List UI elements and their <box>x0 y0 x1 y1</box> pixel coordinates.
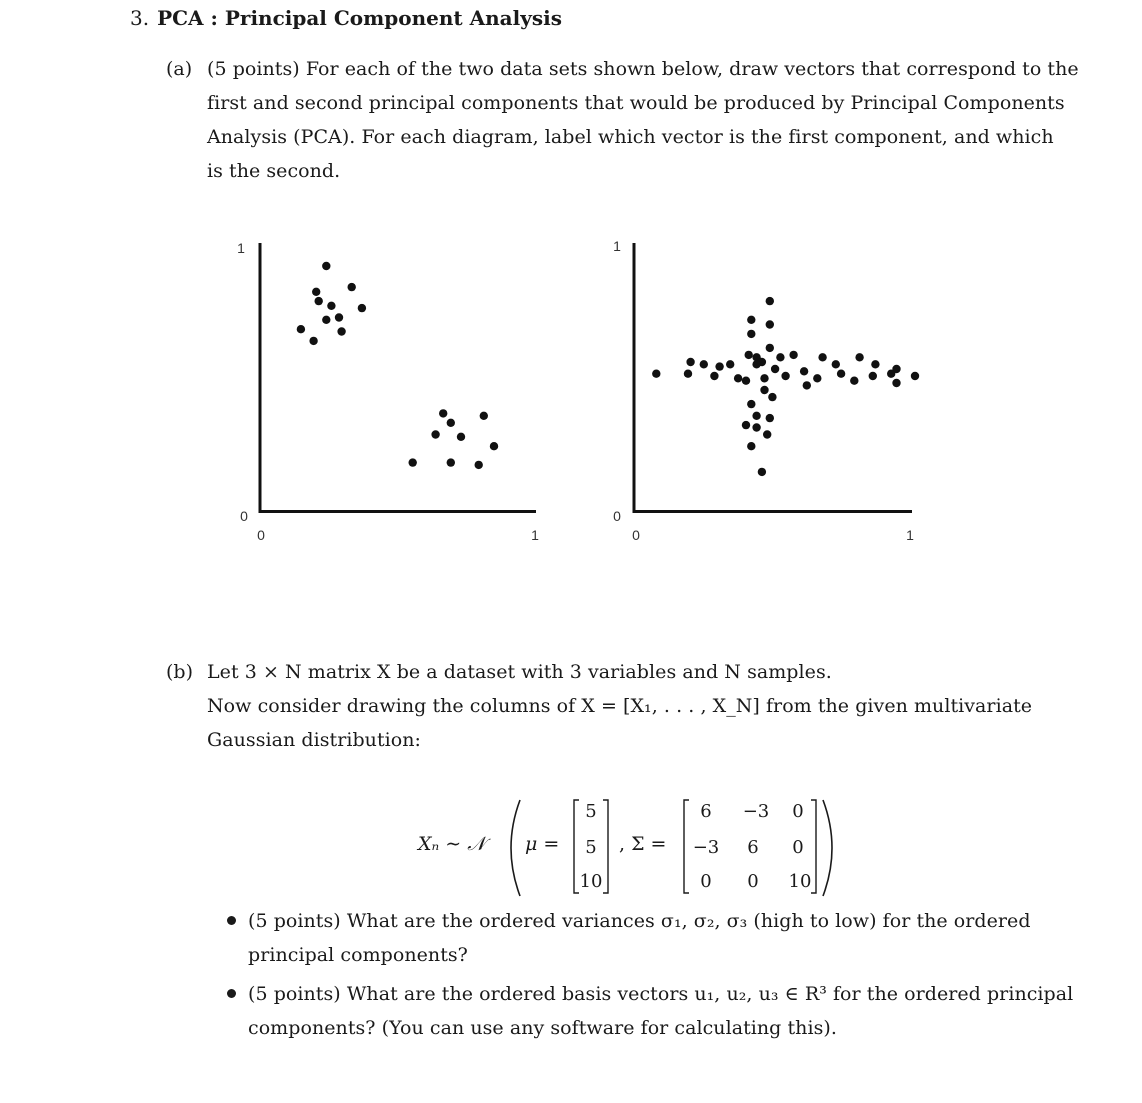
data-point <box>768 393 776 401</box>
plot-1-y-tick-0: 0 <box>240 508 248 524</box>
data-point <box>480 412 488 420</box>
data-point <box>686 358 694 366</box>
plot-1-points <box>297 262 499 469</box>
sigma-cell: 0 <box>792 837 804 858</box>
data-point <box>337 327 345 335</box>
data-point <box>747 400 755 408</box>
sigma-cell: 0 <box>792 801 804 822</box>
data-point <box>700 360 708 368</box>
data-point <box>652 370 660 378</box>
sigma-cell: 10 <box>788 871 812 892</box>
data-point <box>457 433 465 441</box>
data-point <box>776 353 784 361</box>
data-point <box>309 337 317 345</box>
data-point <box>431 430 439 438</box>
part-b-line-3: Gaussian distribution: <box>207 729 421 751</box>
dist-lhs: Xₙ ∼ 𝒩 <box>418 833 486 855</box>
data-point <box>818 353 826 361</box>
sigma-cell: 0 <box>700 871 712 892</box>
data-point <box>911 372 919 380</box>
data-point <box>742 421 750 429</box>
data-point <box>871 360 879 368</box>
sigma-cell: 6 <box>700 801 712 822</box>
data-point <box>855 353 863 361</box>
data-point <box>887 370 895 378</box>
sigma-cell: −3 <box>692 837 720 858</box>
sigma-cell: −3 <box>742 801 770 822</box>
data-point <box>490 442 498 450</box>
data-point <box>766 344 774 352</box>
data-point <box>789 351 797 359</box>
plot-1-x-tick-0: 0 <box>257 527 265 543</box>
data-point <box>747 442 755 450</box>
bullet-dot <box>227 916 236 925</box>
data-point <box>475 461 483 469</box>
bullet-dot <box>227 989 236 998</box>
data-point <box>760 374 768 382</box>
data-point <box>758 468 766 476</box>
close-paren <box>823 800 832 896</box>
plot-1-x-tick-1: 1 <box>531 527 539 543</box>
data-point <box>800 367 808 375</box>
data-point <box>747 330 755 338</box>
data-point <box>781 372 789 380</box>
data-point <box>322 316 330 324</box>
part-b-line-2: Now consider drawing the columns of X = [X₁, . . . , X_N] from the given multivariate <box>207 695 1033 717</box>
data-point <box>766 297 774 305</box>
data-point <box>837 370 845 378</box>
data-point <box>766 320 774 328</box>
bullet-1-line-1: (5 points) What are the ordered variances σ₁, σ₂, σ₃ (high to low) for the ordered <box>248 910 1031 932</box>
plot-2-y-tick-1: 1 <box>613 238 621 254</box>
data-point <box>327 302 335 310</box>
data-point <box>734 374 742 382</box>
data-point <box>315 297 323 305</box>
data-point <box>710 372 718 380</box>
bullet-2-line-1: (5 points) What are the ordered basis vectors u₁, u₂, u₃ ∈ R³ for the ordered principal <box>248 983 1074 1005</box>
plot-2-y-tick-0: 0 <box>613 508 621 524</box>
data-point <box>760 386 768 394</box>
question-title-text: PCA : Principal Component Analysis <box>157 6 562 30</box>
question-number: 3. <box>130 6 150 30</box>
part-a-line-2: first and second principal components that would be produced by Principal Components <box>207 92 1065 114</box>
data-point <box>312 288 320 296</box>
part-a-line-4: is the second. <box>207 160 341 182</box>
sigma-cell: 6 <box>747 837 759 858</box>
data-point <box>752 423 760 431</box>
data-point <box>832 360 840 368</box>
data-point <box>752 412 760 420</box>
mu-label: μ = <box>525 833 560 855</box>
data-point <box>447 458 455 466</box>
bullet-2-line-2: components? (You can use any software for calculating this). <box>248 1017 837 1039</box>
part-a-line-1: (5 points) For each of the two data sets shown below, draw vectors that correspond to the <box>207 58 1079 80</box>
open-paren <box>511 800 520 896</box>
data-point <box>850 377 858 385</box>
data-point <box>742 377 750 385</box>
plot-2-x-tick-1: 1 <box>906 527 914 543</box>
plot-2-points <box>652 297 919 476</box>
sigma-label: , Σ = <box>619 833 667 855</box>
data-point <box>684 370 692 378</box>
part-b-line-1: Let 3 × N matrix X be a dataset with 3 variables and N samples. <box>207 661 832 683</box>
mu-cell: 5 <box>585 801 597 822</box>
data-point <box>869 372 877 380</box>
scatter-plot-1 <box>237 240 539 543</box>
data-point <box>747 316 755 324</box>
data-point <box>439 409 447 417</box>
part-b-label: (b) <box>166 661 193 683</box>
part-a-line-3: Analysis (PCA). For each diagram, label which vector is the first component, and which <box>207 126 1054 148</box>
part-a-label: (a) <box>166 58 193 80</box>
data-point <box>297 325 305 333</box>
data-point <box>322 262 330 270</box>
data-point <box>409 458 417 466</box>
plot-2-x-tick-0: 0 <box>632 527 640 543</box>
mu-cell: 5 <box>585 837 597 858</box>
data-point <box>715 362 723 370</box>
data-point <box>348 283 356 291</box>
scatter-plot-2 <box>613 238 919 543</box>
data-point <box>763 430 771 438</box>
data-point <box>766 414 774 422</box>
bullet-1-line-2: principal components? <box>248 944 468 966</box>
data-point <box>803 381 811 389</box>
sigma-cell: 0 <box>747 871 759 892</box>
data-point <box>447 419 455 427</box>
data-point <box>813 374 821 382</box>
data-point <box>335 313 343 321</box>
mu-cell: 10 <box>579 871 603 892</box>
data-point <box>771 365 779 373</box>
plot-1-y-tick-1: 1 <box>237 240 245 256</box>
data-point <box>752 360 760 368</box>
data-point <box>358 304 366 312</box>
data-point <box>726 360 734 368</box>
data-point <box>745 351 753 359</box>
data-point <box>892 379 900 387</box>
